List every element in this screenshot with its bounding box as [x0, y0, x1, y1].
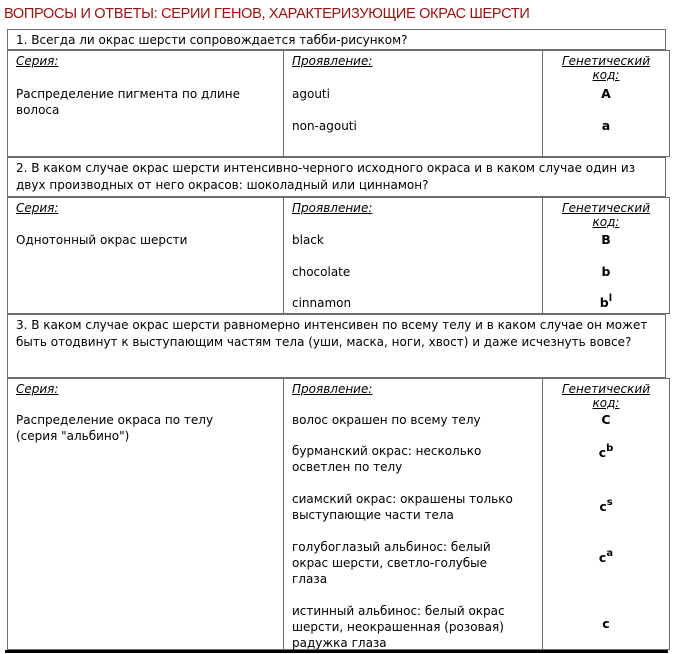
answer-table-3: [7, 378, 670, 650]
gene-code: $b^l$: [599, 293, 613, 310]
manifestation-header: Проявление:: [292, 54, 373, 68]
code-header-line1: Генетический: [561, 54, 650, 68]
bottom-divider: [5, 650, 668, 653]
page-title: ВОПРОСЫ И ОТВЕТЫ: СЕРИИ ГЕНОВ, ХАРАКТЕРИЗУЮЩИЕ ОКРАС ШЕРСТИ: [4, 6, 530, 22]
manifestation-item: black: [292, 233, 324, 247]
series-header: Серия:: [16, 54, 59, 68]
series-name: Распределение окраса по телу (серия "альбино"): [16, 413, 214, 443]
manifestation-item: истинный альбинос: белый окрас шерсти, неокрашенная (розовая) радужка глаза: [292, 604, 505, 650]
manifestation-cell: [284, 379, 543, 650]
code-header-line1: Генетический: [561, 382, 650, 396]
gene-code: c: [602, 616, 610, 631]
series-cell: [8, 51, 284, 157]
manifestation-item: сиамский окрас: окрашены только выступающие части тела: [292, 492, 513, 522]
code-header-line2: код:: [592, 215, 620, 229]
code-cell: [543, 379, 670, 650]
question-1-text: 1. Всегда ли окрас шерсти сопровождается табби-рисунком?: [16, 33, 408, 47]
gene-code: A: [601, 86, 611, 101]
question-2: [7, 157, 666, 197]
question-1: [7, 29, 666, 50]
series-name: Однотонный окрас шерсти: [16, 233, 188, 247]
gene-code: $c^b$: [598, 443, 614, 460]
gene-code: C: [601, 412, 611, 427]
manifestation-item: бурманский окрас: несколько осветлен по телу: [292, 444, 482, 474]
manifestation-item: chocolate: [292, 265, 351, 279]
gene-code: b: [601, 264, 611, 279]
code-header-line2: код:: [592, 396, 620, 410]
code-cell: [543, 198, 670, 314]
question-3-text: 3. В каком случае окрас шерсти равномерно интенсивен по всему телу и в каком случае он может быть отодвинут к выступающим частям тела (уши, маска, ноги, хвост) и даже исчезнуть вовсе?: [16, 318, 648, 349]
manifestation-header: Проявление:: [292, 201, 373, 215]
manifestation-item: волос окрашен по всему телу: [292, 413, 481, 427]
code-cell: [543, 51, 670, 157]
manifestation-header: Проявление:: [292, 382, 373, 396]
series-header: Серия:: [16, 201, 59, 215]
series-name: Распределение пигмента по длине волоса: [16, 87, 240, 117]
code-header-line1: Генетический: [561, 201, 650, 215]
manifestation-cell: [284, 51, 543, 157]
answer-table-2: [7, 197, 670, 314]
manifestation-item: голубоглазый альбинос: белый окрас шерсти, светло-голубые глаза: [292, 540, 491, 586]
manifestation-item: agouti: [292, 87, 330, 101]
question-2-text: 2. В каком случае окрас шерсти интенсивно-черного исходного окраса и в каком случае один из двух производных от него окрасов: шоколадный или циннамон?: [16, 161, 636, 192]
series-cell: [8, 198, 284, 314]
answer-table-1: [7, 50, 670, 157]
manifestation-item: non-agouti: [292, 119, 357, 133]
gene-code: a: [601, 118, 611, 133]
code-header-line2: код:: [592, 68, 620, 82]
series-header: Серия:: [16, 382, 59, 396]
gene-code: $c^a$: [598, 548, 614, 565]
series-cell: [8, 379, 284, 650]
manifestation-cell: [284, 198, 543, 314]
gene-code: B: [601, 232, 611, 247]
gene-code: $c^s$: [599, 497, 613, 514]
manifestation-item: cinnamon: [292, 296, 352, 310]
question-3: [7, 314, 666, 378]
